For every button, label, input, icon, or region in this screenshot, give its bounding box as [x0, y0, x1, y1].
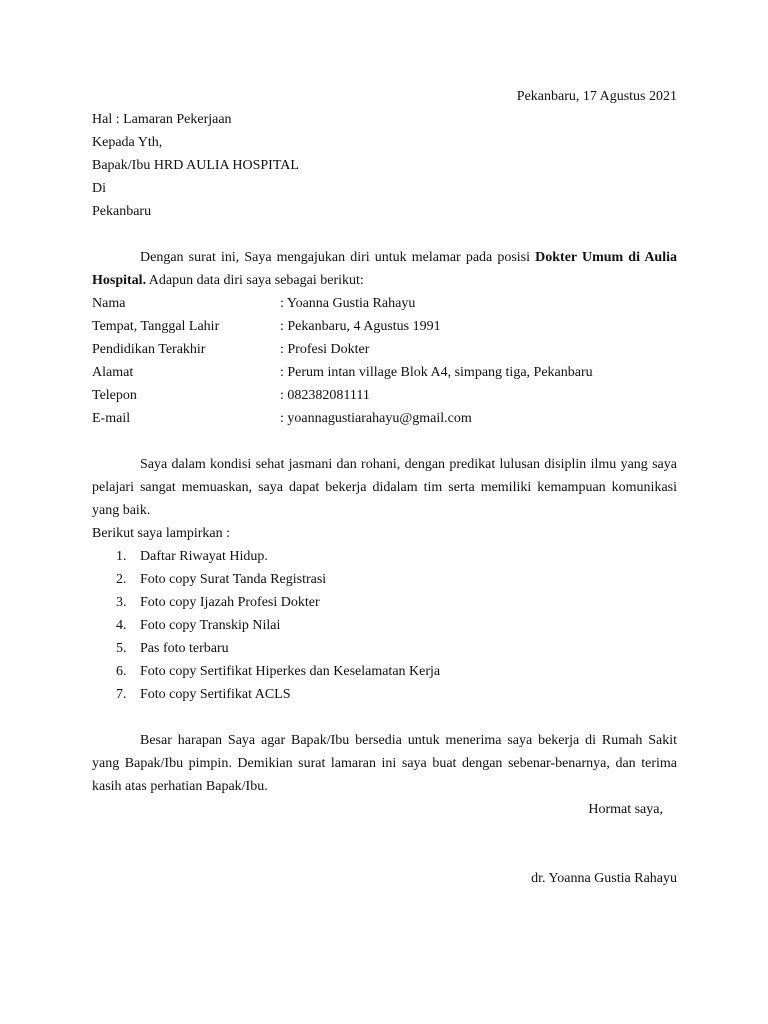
recipient-at: Di	[92, 181, 106, 196]
attachment-number-cell	[92, 683, 140, 706]
signature-space	[92, 821, 677, 867]
attachment-number: 1.	[116, 549, 127, 564]
attachment-number: 2.	[116, 572, 127, 587]
attachment-item	[92, 591, 677, 614]
intro-text-before: Dengan surat ini, Saya mengajukan diri untuk melamar pada posisi	[140, 250, 536, 265]
attachment-number: 6.	[116, 664, 127, 679]
attachment-number-cell	[92, 637, 140, 660]
intro-text-after: Adapun data diri saya sebagai berikut:	[146, 273, 364, 288]
attachment-text: Foto copy Sertifikat ACLS	[140, 687, 291, 702]
personal-data-table	[92, 292, 677, 430]
signature-name: dr. Yoanna Gustia Rahayu	[531, 871, 677, 886]
attachment-number: 7.	[116, 687, 127, 702]
personal-data-label: E-mail	[92, 411, 131, 426]
attachment-text: Pas foto terbaru	[140, 641, 229, 656]
attachment-number-cell	[92, 660, 140, 683]
spacer	[92, 223, 677, 246]
personal-data-value: : Pekanbaru, 4 Agustus 1991	[280, 319, 441, 334]
attachment-number-cell	[92, 614, 140, 637]
letter-subject: Hal : Lamaran Pekerjaan	[92, 112, 232, 127]
attachment-number: 5.	[116, 641, 127, 656]
personal-data-value: : yoannagustiarahayu@gmail.com	[280, 411, 472, 426]
attachment-number-cell	[92, 591, 140, 614]
applied-position: Dokter Umum di Aulia Hospital.	[92, 250, 677, 288]
personal-data-value: : 082382081111	[280, 388, 370, 403]
attachment-text: Foto copy Surat Tanda Registrasi	[140, 572, 327, 587]
spacer	[92, 706, 677, 729]
personal-data-value: : Profesi Dokter	[280, 342, 370, 357]
recipient-city: Pekanbaru	[92, 204, 152, 219]
recipient-salutation: Kepada Yth,	[92, 135, 163, 150]
personal-data-label: Alamat	[92, 365, 134, 380]
letter-page	[92, 85, 677, 890]
personal-data-label: Tempat, Tanggal Lahir	[92, 319, 220, 334]
personal-data-row	[92, 292, 677, 315]
attachment-text: Foto copy Transkip Nilai	[140, 618, 281, 633]
attachment-item	[92, 660, 677, 683]
personal-data-row	[92, 315, 677, 338]
attachment-item	[92, 568, 677, 591]
personal-data-label: Nama	[92, 296, 126, 311]
body-paragraph: Saya dalam kondisi sehat jasmani dan rohani, dengan predikat lulusan disiplin ilmu yang saya pelajari sangat memuaskan, saya dapat bekerja didalam tim serta memiliki kemampuan komunikasi yang baik.	[92, 457, 677, 518]
personal-data-value: : Perum intan village Blok A4, simpang tiga, Pekanbaru	[280, 365, 593, 380]
attachment-text: Foto copy Sertifikat Hiperkes dan Keselamatan Kerja	[140, 664, 441, 679]
personal-data-label: Pendidikan Terakhir	[92, 342, 206, 357]
personal-data-row	[92, 338, 677, 361]
closing-paragraph: Besar harapan Saya agar Bapak/Ibu bersedia untuk menerima saya bekerja di Rumah Sakit yang Bapak/Ibu pimpin. Demikian surat lamaran ini saya buat dengan sebenar-benarnya, dan terima kasih atas perhatian Bapak/Ibu.	[92, 733, 677, 794]
attachment-number: 4.	[116, 618, 127, 633]
intro-paragraph	[92, 246, 677, 292]
personal-data-label: Telepon	[92, 388, 137, 403]
attachment-number-cell	[92, 545, 140, 568]
attachment-number: 3.	[116, 595, 127, 610]
attachment-item	[92, 614, 677, 637]
closing-greeting: Hormat saya,	[588, 802, 663, 817]
attachment-item	[92, 637, 677, 660]
personal-data-value: : Yoanna Gustia Rahayu	[280, 296, 416, 311]
attachment-item	[92, 545, 677, 568]
attachments-intro: Berikut saya lampirkan :	[92, 526, 231, 541]
attachment-item	[92, 683, 677, 706]
letter-date: Pekanbaru, 17 Agustus 2021	[516, 89, 677, 104]
spacer	[92, 430, 677, 453]
attachment-text: Foto copy Ijazah Profesi Dokter	[140, 595, 320, 610]
attachments-list	[92, 545, 677, 706]
recipient-name: Bapak/Ibu HRD AULIA HOSPITAL	[92, 158, 299, 173]
personal-data-row	[92, 407, 677, 430]
personal-data-row	[92, 361, 677, 384]
attachment-number-cell	[92, 568, 140, 591]
personal-data-row	[92, 384, 677, 407]
attachment-text: Daftar Riwayat Hidup.	[140, 549, 268, 564]
